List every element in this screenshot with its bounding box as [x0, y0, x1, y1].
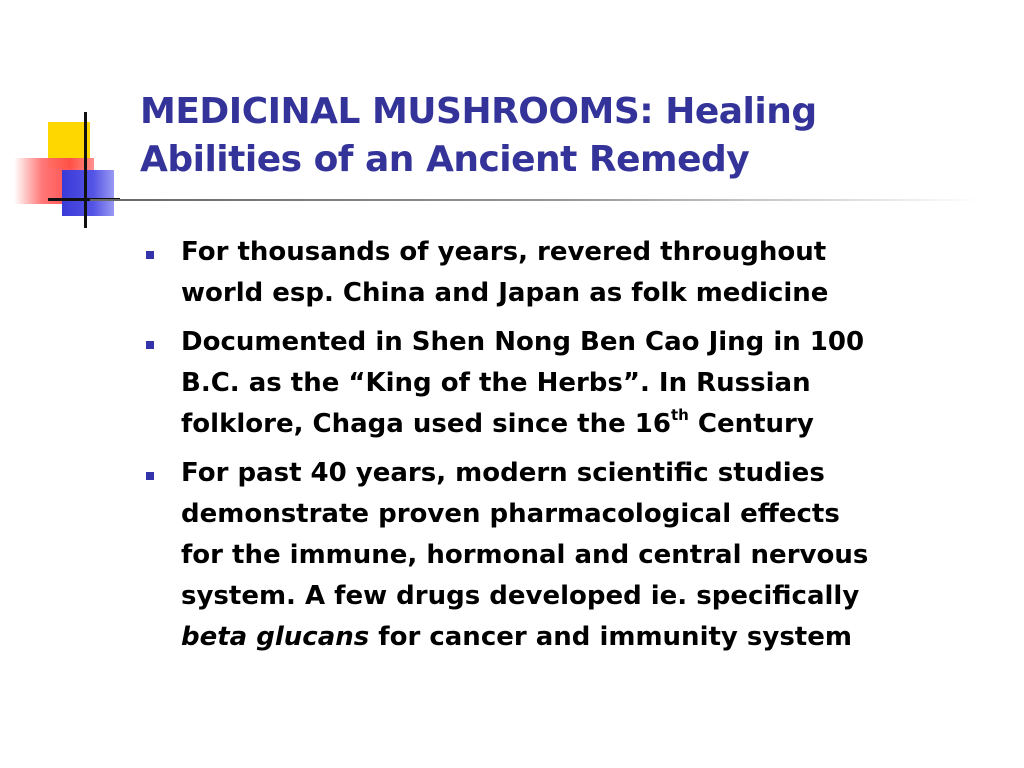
bullet-line: Documented in Shen Nong Ben Cao Jing in 100: [181, 327, 865, 357]
bullet-text: [181, 322, 1000, 445]
bullet-line: [181, 617, 1000, 658]
bullet-item-3: [140, 453, 1000, 658]
bullet-line: For thousands of years, revered throughout: [181, 237, 827, 267]
logo-blue-square: [62, 170, 114, 216]
bullet-line: B.C. as the “King of the Herbs”. In Russian: [181, 368, 811, 398]
bullet-line: for the immune, hormonal and central nervous: [181, 540, 869, 570]
bullet-text-segment: Century: [688, 409, 814, 439]
bullet-line: demonstrate proven pharmacological effects: [181, 499, 840, 529]
ordinal-superscript: th: [670, 406, 689, 425]
bullet-line: world esp. China and Japan as folk medicine: [181, 278, 829, 308]
logo-vertical-line: [84, 112, 87, 228]
bullet-text: [181, 453, 1000, 658]
bullet-text: [181, 232, 1000, 314]
bullet-item-1: [140, 232, 1000, 314]
bullet-item-2: [140, 322, 1000, 445]
bullet-line: system. A few drugs developed ie. specifically: [181, 581, 860, 611]
bullet-text-segment: for cancer and immunity system: [369, 622, 852, 652]
bullet-line: [181, 404, 1000, 445]
title-divider: [90, 199, 980, 201]
italic-term: beta glucans: [181, 622, 370, 652]
slide-title: [140, 88, 1000, 184]
title-line-2: Abilities of an Ancient Remedy: [140, 139, 750, 180]
square-bullet-icon: [146, 341, 154, 349]
bullet-text-segment: folklore, Chaga used since the 16: [181, 409, 671, 439]
title-line-1: MEDICINAL MUSHROOMS: Healing: [140, 91, 817, 132]
bullet-list: [140, 232, 1000, 666]
square-bullet-icon: [146, 472, 154, 480]
square-bullet-icon: [146, 251, 154, 259]
bullet-line: For past 40 years, modern scientific studies: [181, 458, 825, 488]
